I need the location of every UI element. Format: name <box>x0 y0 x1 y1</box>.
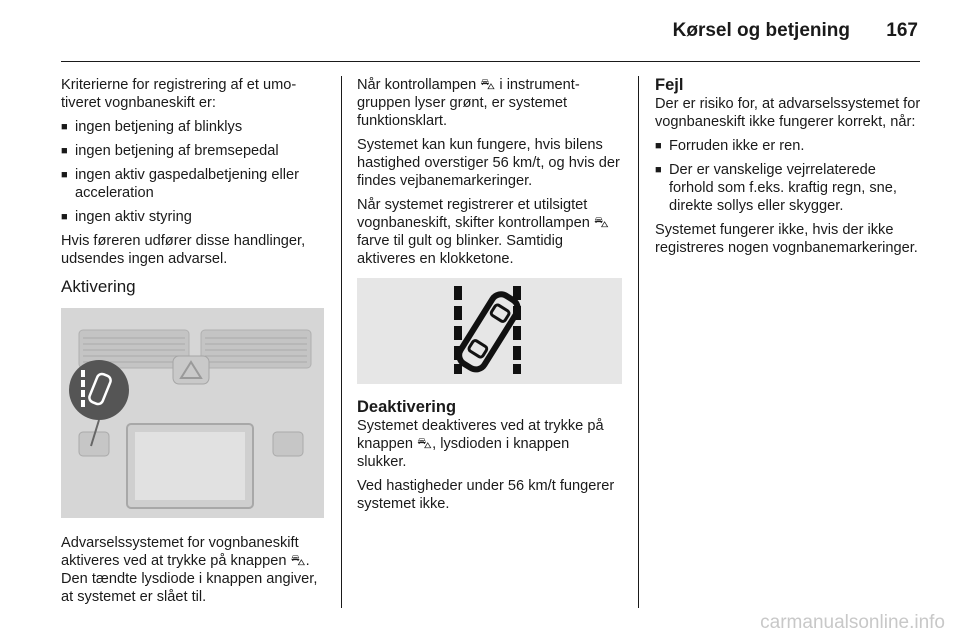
dashboard-drawing <box>61 308 324 518</box>
intro-paragraph: Kriterierne for registrering af et umotiveret vognbaneskift er: <box>61 77 297 111</box>
column-divider <box>341 76 342 608</box>
square-bullet-icon: ■ <box>655 140 662 152</box>
speed-condition-paragraph: Systemet kan kun fungere, hvis bilens hastighed overstiger 56 km/t, og hvis der findes vejbanemarkeringer. <box>357 137 620 189</box>
column-divider <box>638 76 639 608</box>
column-middle <box>357 76 622 519</box>
no-markings-paragraph: Systemet fungerer ikke, hvis der ikke registreres nogen vognbanemarkeringer. <box>655 222 918 256</box>
dashboard-illustration <box>61 308 324 518</box>
lane-departure-symbol-figure <box>357 278 622 384</box>
fault-intro-paragraph: Der er risiko for, at advarselssystemet for vognbaneskift ikke fungerer korrekt, når: <box>655 96 921 130</box>
activation-heading: Aktivering <box>61 277 136 296</box>
control-lamp-paragraph: Når kontrollampen ⛍ i instrumentgruppen lyser grønt, er systemet funktionsklart. <box>357 77 580 129</box>
warning-behavior-paragraph: Når systemet registrerer et utilsigtet vognbaneskift, skifter kontrollampen ⛍ farve til gult og blinker. Samtidig aktiveres en klokketone. <box>357 197 609 267</box>
square-bullet-icon: ■ <box>655 164 662 176</box>
lane-departure-icon <box>357 278 622 384</box>
list-item: ■ ingen aktiv gaspedalbetjening eller acceleration <box>61 167 299 201</box>
column-left <box>61 76 324 612</box>
square-bullet-icon: ■ <box>61 121 68 133</box>
page-number: 167 <box>886 20 918 41</box>
deactivation-heading: Deaktivering <box>357 398 457 416</box>
list-item: ■ ingen betjening af blinklys <box>61 119 243 135</box>
no-warning-note: Hvis føreren udfører disse handlinger, udsendes ingen advarsel. <box>61 233 306 267</box>
low-speed-paragraph: Ved hastigheder under 56 km/t fungerer systemet ikke. <box>357 478 615 512</box>
watermark: carmanualsonline.info <box>760 612 945 633</box>
deactivation-paragraph: Systemet deaktiveres ved at trykke på knappen ⛍, lysdioden i knappen slukker. <box>357 418 604 470</box>
fault-heading: Fejl <box>655 76 684 94</box>
square-bullet-icon: ■ <box>61 211 68 223</box>
list-item: ■ ingen betjening af bremsepedal <box>61 143 279 159</box>
list-item: ■ ingen aktiv styring <box>61 209 192 225</box>
criteria-list <box>61 118 324 226</box>
column-right <box>655 76 923 263</box>
header-divider <box>61 61 920 62</box>
figure-caption: Advarselssystemet for vognbaneskift aktiveres ved at trykke på knappen ⛍. Den tændte lysdiode i knappen angiver, at systemet er slået til. <box>61 535 318 605</box>
list-item: ■ Forruden ikke er ren. <box>655 138 805 154</box>
list-item: ■ Der er vanskelige vejrrelaterede forhold som f.eks. kraftig regn, sne, direkte sollys eller skygger. <box>655 162 897 214</box>
fault-conditions-list <box>655 137 923 215</box>
square-bullet-icon: ■ <box>61 145 68 157</box>
square-bullet-icon: ■ <box>61 169 68 181</box>
page-header-title: Kørsel og betjening <box>672 20 850 41</box>
